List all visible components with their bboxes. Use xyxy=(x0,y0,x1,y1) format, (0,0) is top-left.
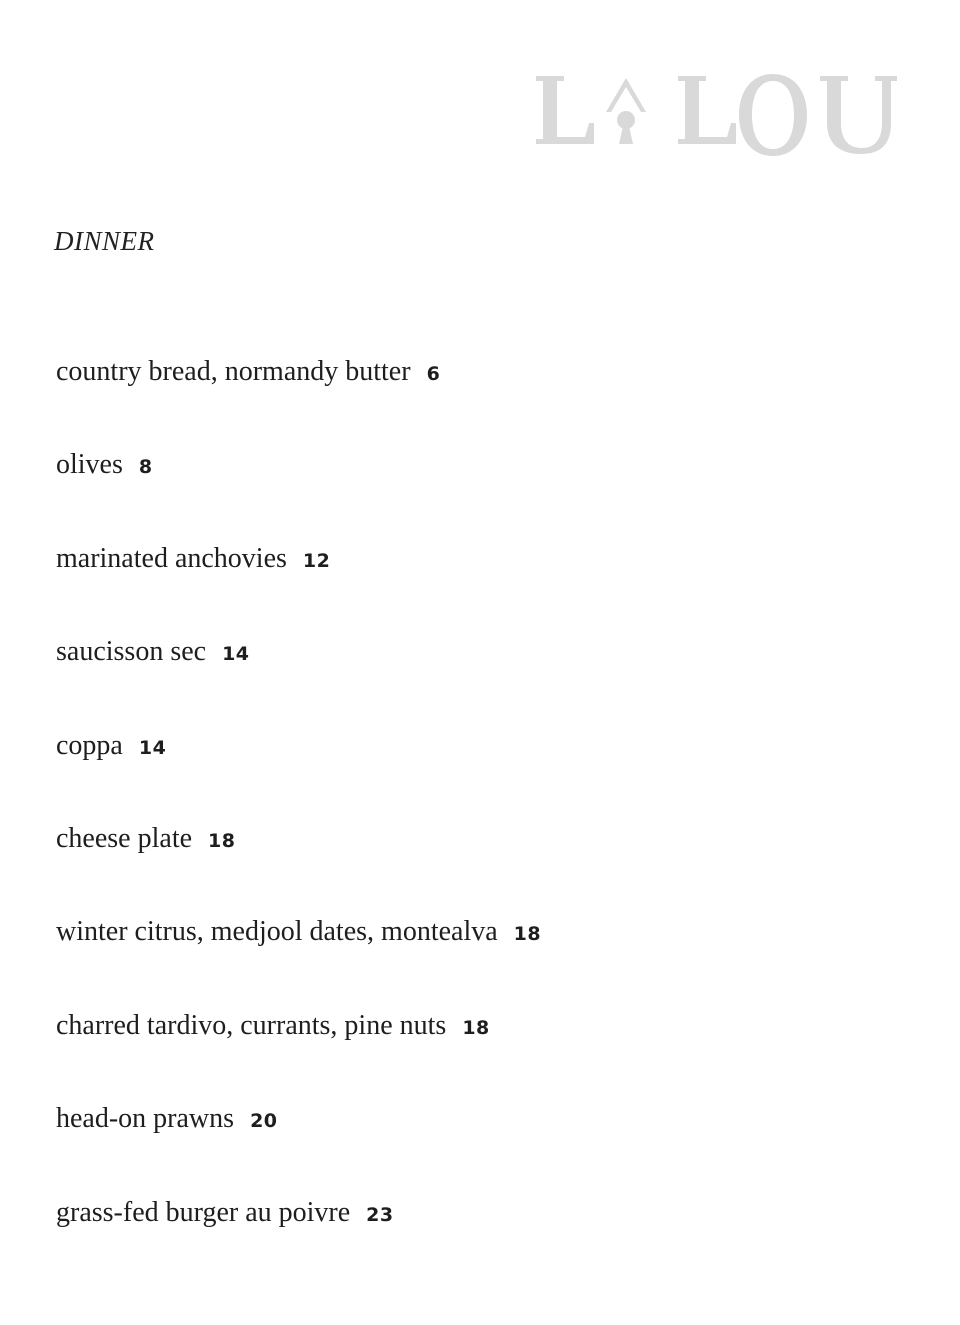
menu-item-price: 18 xyxy=(208,829,236,852)
menu-item-name: charred tardivo, currants, pine nuts xyxy=(56,1009,447,1041)
menu-item xyxy=(56,724,541,817)
lalou-logo-icon xyxy=(528,64,898,156)
menu-item-name: coppa xyxy=(56,729,123,761)
menu-item xyxy=(56,910,541,1003)
menu-item-price: 14 xyxy=(138,736,167,759)
menu-item-price: 8 xyxy=(138,456,153,479)
brand-logo xyxy=(528,64,898,156)
menu-item xyxy=(56,630,541,723)
menu-item xyxy=(56,443,541,536)
menu-item-price: 14 xyxy=(222,643,250,666)
menu-item-price: 18 xyxy=(513,923,542,946)
menu-item-name: winter citrus, medjool dates, montealva xyxy=(56,916,498,948)
menu-heading: DINNER xyxy=(54,226,155,256)
menu-item-name: country bread, normandy butter xyxy=(56,356,411,387)
menu-item xyxy=(56,1097,541,1190)
menu-item-price: 18 xyxy=(462,1016,490,1039)
menu-item-name: marinated anchovies xyxy=(56,542,287,574)
menu-item xyxy=(56,817,541,910)
menu-item-price: 23 xyxy=(366,1203,394,1226)
menu-item-price: 20 xyxy=(250,1110,278,1133)
menu-item xyxy=(56,537,541,630)
menu-item xyxy=(56,1191,541,1284)
menu-item-name: cheese plate xyxy=(56,822,193,854)
menu-item xyxy=(56,350,541,443)
menu-item-price: 6 xyxy=(426,363,441,385)
menu-item xyxy=(56,1004,541,1097)
menu-item-price: 12 xyxy=(302,549,331,572)
menu-item-name: grass-fed burger au poivre xyxy=(56,1196,351,1228)
menu-item-name: olives xyxy=(56,449,123,481)
menu-item-name: head-on prawns xyxy=(56,1103,235,1135)
menu-item-name: saucisson sec xyxy=(56,636,207,668)
menu-list xyxy=(56,350,541,1284)
